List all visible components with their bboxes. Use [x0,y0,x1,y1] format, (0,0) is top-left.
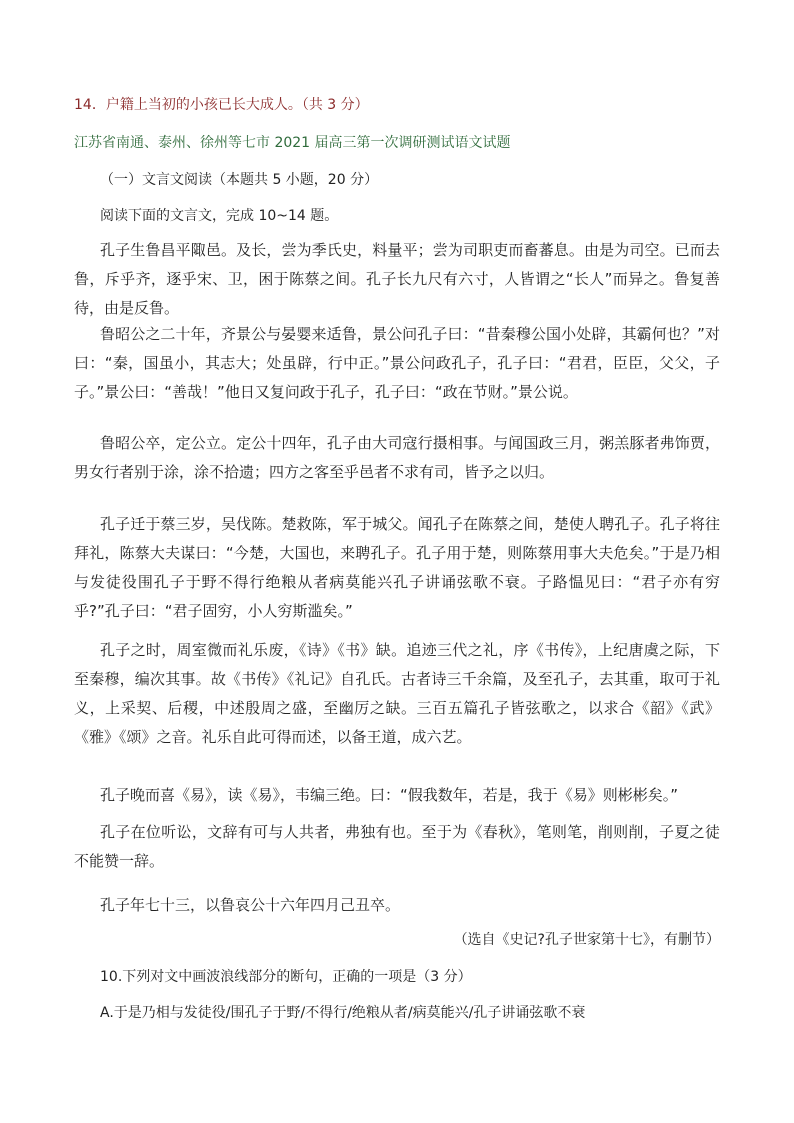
section-instruction: 阅读下面的文言文，完成 10~14 题。 [100,208,339,224]
question-10-stem: 10.下列对文中画波浪线部分的断句，正确的一项是（3 分） [100,969,472,985]
passage-citation: （选自《史记?孔子世家第十七》，有删节） [453,932,720,948]
passage-paragraph: 孔子生鲁昌平陬邑。及长，尝为季氏史，料量平；尝为司职吏而畜蕃息。由是为司空。已而去鲁，斥乎齐，逐乎宋、卫，困于陈蔡之间。孔子长九尺有六寸，人皆谓之“长人”而异之。鲁复善待，由是反鲁。 [74,241,720,317]
section-title: （一）文言文阅读（本题共 5 小题，20 分） [100,172,379,188]
passage-paragraph: 孔子年七十三，以鲁哀公十六年四月己丑卒。 [100,896,401,914]
passage-paragraph: 孔子之时，周室微而礼乐废，《诗》《书》缺。追迹三代之礼，序《书传》，上纪唐虞之际，下至秦穆，编次其事。故《书传》《礼记》自孔氏。古者诗三千余篇，及至孔子，去其重，取可于礼义，上采契、后稷，中述殷周之盛，至幽厉之缺。三百五篇孔子皆弦歌之，以求合《韶》《武》《雅》《颂》之音。礼乐自此可得而述，以备王道，成六艺。 [74,641,720,746]
question-10-option-a: A.于是乃相与发徒役/围孔子于野/不得行/绝粮从者/病莫能兴/孔子讲诵弦歌不衰 [100,1005,586,1021]
passage-paragraph: 孔子迁于蔡三岁，吴伐陈。楚救陈，军于城父。闻孔子在陈蔡之间，楚使人聘孔子。孔子将往拜礼，陈蔡大夫谋曰：“今楚，大国也，来聘孔子。孔子用于楚，则陈蔡用事大夫危矣。”于是乃相与发徒役围孔子于野不得行绝粮从者病莫能兴孔子讲诵弦歌不衰。子路愠见曰：“君子亦有穷乎?”孔子曰：“君子固穷，小人穷斯滥矣。” [74,515,720,620]
exam-source-title: 江苏省南通、泰州、徐州等七市 2021 届高三第一次调研测试语文试题 [74,135,511,151]
passage-paragraph: 孔子在位听讼，文辞有可与人共者，弗独有也。至于为《春秋》，笔则笔，削则削，子夏之徒不能赞一辞。 [74,823,720,870]
passage-paragraph: 孔子晚而喜《易》，读《易》，韦编三绝。曰：“假我数年，若是，我于《易》则彬彬矣。” [100,786,679,804]
passage-paragraph: 鲁昭公卒，定公立。定公十四年，孔子由大司寇行摄相事。与闻国政三月，粥羔豚者弗饰贾，男女行者别于涂，涂不拾遗；四方之客至乎邑者不求有司，皆予之以归。 [74,434,720,481]
question-14-answer: 14．户籍上当初的小孩已长大成人。（共 3 分） [74,97,369,113]
passage-paragraph: 鲁昭公之二十年，齐景公与晏婴来适鲁，景公问孔子曰：“昔秦穆公国小处辟，其霸何也？”对曰：“秦，国虽小，其志大；处虽辟，行中正。”景公问政孔子，孔子曰：“君君，臣臣，父父，子子。”景公曰：“善哉！”他日又复问政于孔子，孔子曰：“政在节财。”景公说。 [74,325,720,401]
